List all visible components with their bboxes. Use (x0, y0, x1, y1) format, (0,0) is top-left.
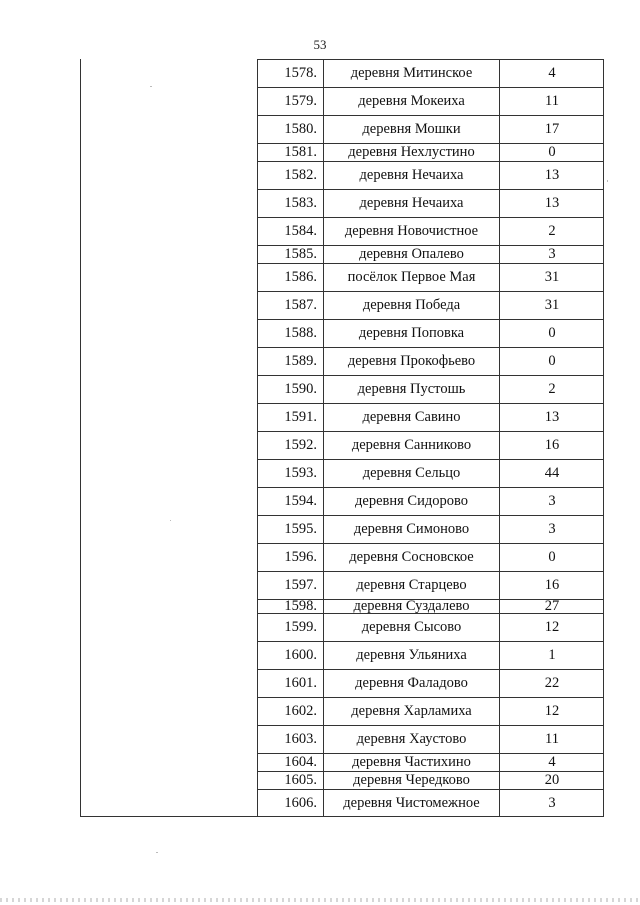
settlement-value: 3 (548, 246, 556, 262)
settlement-value: 4 (548, 65, 556, 81)
row-number: 1592. (258, 432, 324, 459)
settlement-name: деревня Санниково (324, 432, 500, 459)
row-number: 1606. (258, 790, 324, 816)
table-row (258, 375, 604, 403)
row-number: 1581. (258, 144, 324, 161)
row-number: 1596. (258, 544, 324, 571)
table-row (258, 291, 604, 319)
row-number: 1597. (258, 572, 324, 599)
table-row (258, 217, 604, 245)
settlement-value: 17 (544, 121, 560, 137)
table-row (258, 263, 604, 291)
row-number: 1595. (258, 516, 324, 543)
table-row (258, 189, 604, 217)
settlement-name: деревня Опалево (324, 246, 500, 263)
table-row (258, 543, 604, 571)
settlement-value: 3 (548, 794, 556, 811)
table-row (258, 403, 604, 431)
settlement-name: деревня Старцево (324, 572, 500, 599)
row-number: 1578. (258, 60, 324, 87)
table-row (258, 431, 604, 459)
scan-edge-noise (0, 898, 640, 902)
settlement-name: деревня Савино (324, 404, 500, 431)
table-row (258, 487, 604, 515)
settlement-name: деревня Чистомежное (324, 790, 500, 816)
settlement-name: деревня Пустошь (324, 376, 500, 403)
table-row (258, 59, 604, 87)
table-row (258, 613, 604, 641)
settlement-name: деревня Мошки (324, 116, 500, 143)
row-number: 1603. (258, 726, 324, 753)
settlement-value: 2 (548, 381, 556, 397)
settlement-value: 11 (545, 93, 559, 109)
settlement-name: деревня Сидорово (324, 488, 500, 515)
row-number: 1590. (258, 376, 324, 403)
settlement-value: 16 (544, 437, 560, 453)
row-number: 1599. (258, 614, 324, 641)
table-row (258, 245, 604, 263)
row-number: 1602. (258, 698, 324, 725)
settlement-value: 4 (548, 754, 556, 770)
table-row (258, 789, 604, 817)
row-number: 1582. (258, 162, 324, 189)
page-number: 53 (313, 37, 327, 52)
settlement-value: 0 (548, 144, 556, 160)
settlement-name: деревня Нечаиха (324, 190, 500, 217)
row-number: 1579. (258, 88, 324, 115)
settlement-value: 1 (548, 647, 556, 663)
table-row (258, 725, 604, 753)
scan-speck (607, 180, 608, 182)
table-row (258, 571, 604, 599)
row-number: 1598. (258, 600, 324, 613)
settlement-name: деревня Сысово (324, 614, 500, 641)
scan-speck (170, 520, 171, 521)
settlement-value: 12 (544, 619, 560, 635)
settlement-value: 2 (548, 223, 556, 239)
settlement-name: деревня Прокофьево (324, 348, 500, 375)
settlement-name: деревня Фаладово (324, 670, 500, 697)
table-row (258, 641, 604, 669)
settlement-name: деревня Сосновское (324, 544, 500, 571)
settlement-value: 0 (548, 325, 556, 341)
table-row (258, 87, 604, 115)
settlement-name: деревня Хаустово (324, 726, 500, 753)
row-number: 1593. (258, 460, 324, 487)
row-number: 1600. (258, 642, 324, 669)
settlement-value: 22 (544, 675, 560, 691)
table-row (258, 515, 604, 543)
row-number: 1594. (258, 488, 324, 515)
settlement-name: посёлок Первое Мая (324, 264, 500, 291)
row-number: 1585. (258, 246, 324, 263)
settlement-value: 12 (544, 703, 560, 719)
row-number: 1583. (258, 190, 324, 217)
settlement-value: 3 (548, 493, 556, 509)
table-row (258, 599, 604, 613)
settlement-value: 44 (544, 465, 560, 481)
row-number: 1589. (258, 348, 324, 375)
settlement-name: деревня Сельцо (324, 460, 500, 487)
settlement-value: 31 (544, 269, 560, 285)
table-row (258, 347, 604, 375)
settlement-name: деревня Поповка (324, 320, 500, 347)
scan-speck (150, 86, 152, 87)
row-number: 1601. (258, 670, 324, 697)
table-row (258, 459, 604, 487)
row-number: 1588. (258, 320, 324, 347)
settlement-value: 20 (544, 772, 560, 788)
table-row (258, 319, 604, 347)
settlement-name: деревня Победа (324, 292, 500, 319)
table-row (258, 697, 604, 725)
settlement-value: 13 (544, 195, 560, 211)
settlement-name: деревня Нечаиха (324, 162, 500, 189)
settlement-value: 11 (545, 731, 559, 747)
settlement-name: деревня Симоново (324, 516, 500, 543)
row-number: 1580. (258, 116, 324, 143)
row-number: 1584. (258, 218, 324, 245)
settlement-value: 3 (548, 521, 556, 537)
row-number: 1605. (258, 772, 324, 789)
table-row (258, 669, 604, 697)
settlement-name: деревня Мокеиха (324, 88, 500, 115)
settlement-name: деревня Нехлустино (324, 144, 500, 161)
row-number: 1587. (258, 292, 324, 319)
table-row (258, 753, 604, 771)
row-number: 1586. (258, 264, 324, 291)
settlement-name: деревня Чередково (324, 772, 500, 789)
settlement-value: 13 (544, 409, 560, 425)
settlement-value: 27 (544, 598, 560, 614)
table-row (258, 771, 604, 789)
settlement-name: деревня Митинское (324, 60, 500, 87)
settlement-name: деревня Ульяниха (324, 642, 500, 669)
settlement-value: 0 (548, 549, 556, 565)
row-number: 1591. (258, 404, 324, 431)
settlement-value: 31 (544, 297, 560, 313)
settlement-value: 0 (548, 353, 556, 369)
settlement-name: деревня Харламиха (324, 698, 500, 725)
table-row (258, 161, 604, 189)
settlement-value: 16 (544, 577, 560, 593)
row-number: 1604. (258, 754, 324, 771)
settlement-value: 13 (544, 167, 560, 183)
scan-speck (156, 852, 158, 853)
settlement-name: деревня Суздалево (324, 600, 500, 613)
table-row (258, 143, 604, 161)
table-row (258, 115, 604, 143)
settlement-name: деревня Частихино (324, 754, 500, 771)
settlement-name: деревня Новочистное (324, 218, 500, 245)
